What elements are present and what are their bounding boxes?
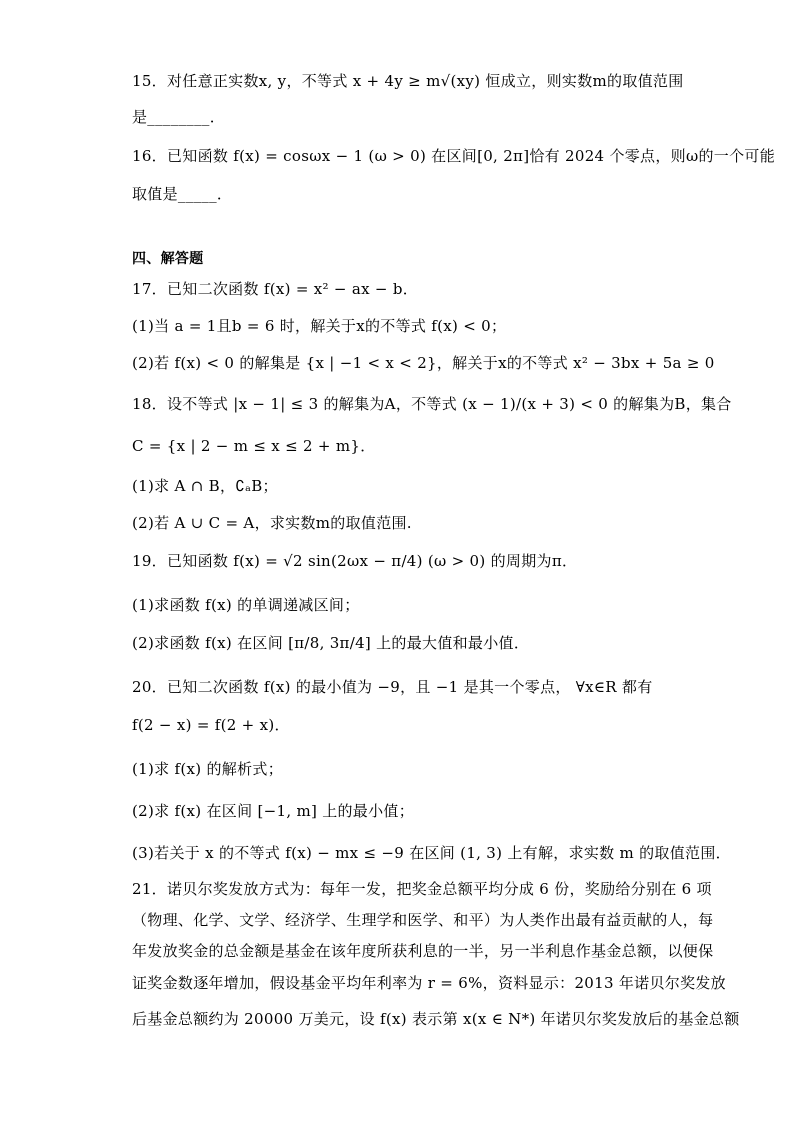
q21-line-5: 后基金总额约为 20000 万美元，设 f(x) 表示第 x(x ∈ N*) 年诺贝尔奖发放后的基金总额 [132,1010,740,1028]
q19-part-2: (2)求函数 f(x) 在区间 [π/8, 3π/4] 上的最大值和最小值． [132,634,530,652]
q20-stem-2: f(2 − x) = f(2 + x)． [132,716,290,734]
q18-stem-2: C = {x | 2 − m ≤ x ≤ 2 + m}． [132,437,376,455]
q19-part-1: (1)求函数 f(x) 的单调递减区间； [132,596,360,614]
q21-line-3: 年发放奖金的总金额是基金在该年度所获利息的一半，另一半利息作基金总额，以便保 [132,942,714,960]
q21-line-1: 21．诺贝尔奖发放方式为：每年一发，把奖金总额平均分成 6 份，奖励给分别在 6 项 [132,880,712,898]
q15-line-1: 15．对任意正实数x, y，不等式 x + 4y ≥ m√(xy) 恒成立，则实数m的取值范围 [132,72,684,90]
q17-part-2: (2)若 f(x) < 0 的解集是 {x | −1 < x < 2}，解关于x的不等式 x² − 3bx + 5a ≥ 0 [132,354,715,372]
q18-part-2: (2)若 A ∪ C = A，求实数m的取值范围. [132,514,412,532]
q17-part-1: (1)当 a = 1且b = 6 时，解关于x的不等式 f(x) < 0； [132,317,507,335]
q20-part-1: (1)求 f(x) 的解析式； [132,760,283,778]
q18-stem-1: 18．设不等式 |x − 1| ≤ 3 的解集为A，不等式 (x − 1)/(x + 3) < 0 的解集为B，集合 [132,395,732,413]
q20-part-3: (3)若关于 x 的不等式 f(x) − mx ≤ −9 在区间 (1, 3) 上有解，求实数 m 的取值范围． [132,844,731,862]
q20-part-2: (2)求 f(x) 在区间 [−1, m] 上的最小值； [132,802,415,820]
q16-line-1: 16．已知函数 f(x) = cosωx − 1 (ω > 0) 在区间[0, 2π]恰有 2024 个零点，则ω的一个可能 [132,147,775,165]
q18-part-1: (1)求 A ∩ B，∁ₐB； [132,477,278,495]
section-heading: 四、解答题 [132,251,204,267]
q21-line-2: （物理、化学、文学、经济学、生理学和医学、和平）为人类作出最有益贡献的人，每 [132,911,714,929]
q20-stem-1: 20．已知二次函数 f(x) 的最小值为 −9，且 −1 是其一个零点， ∀x∈R 都有 [132,678,653,696]
q16-line-2: 取值是_____． [132,185,233,203]
q15-line-2: 是________． [132,108,226,126]
q21-line-4: 证奖金数逐年增加，假设基金平均年利率为 r = 6%，资料显示：2013 年诺贝尔奖发放 [132,974,726,992]
q19-stem: 19．已知函数 f(x) = √2 sin(2ωx − π/4) (ω > 0) 的周期为π． [132,552,578,570]
q17-stem: 17．已知二次函数 f(x) = x² − ax − b． [132,280,419,298]
